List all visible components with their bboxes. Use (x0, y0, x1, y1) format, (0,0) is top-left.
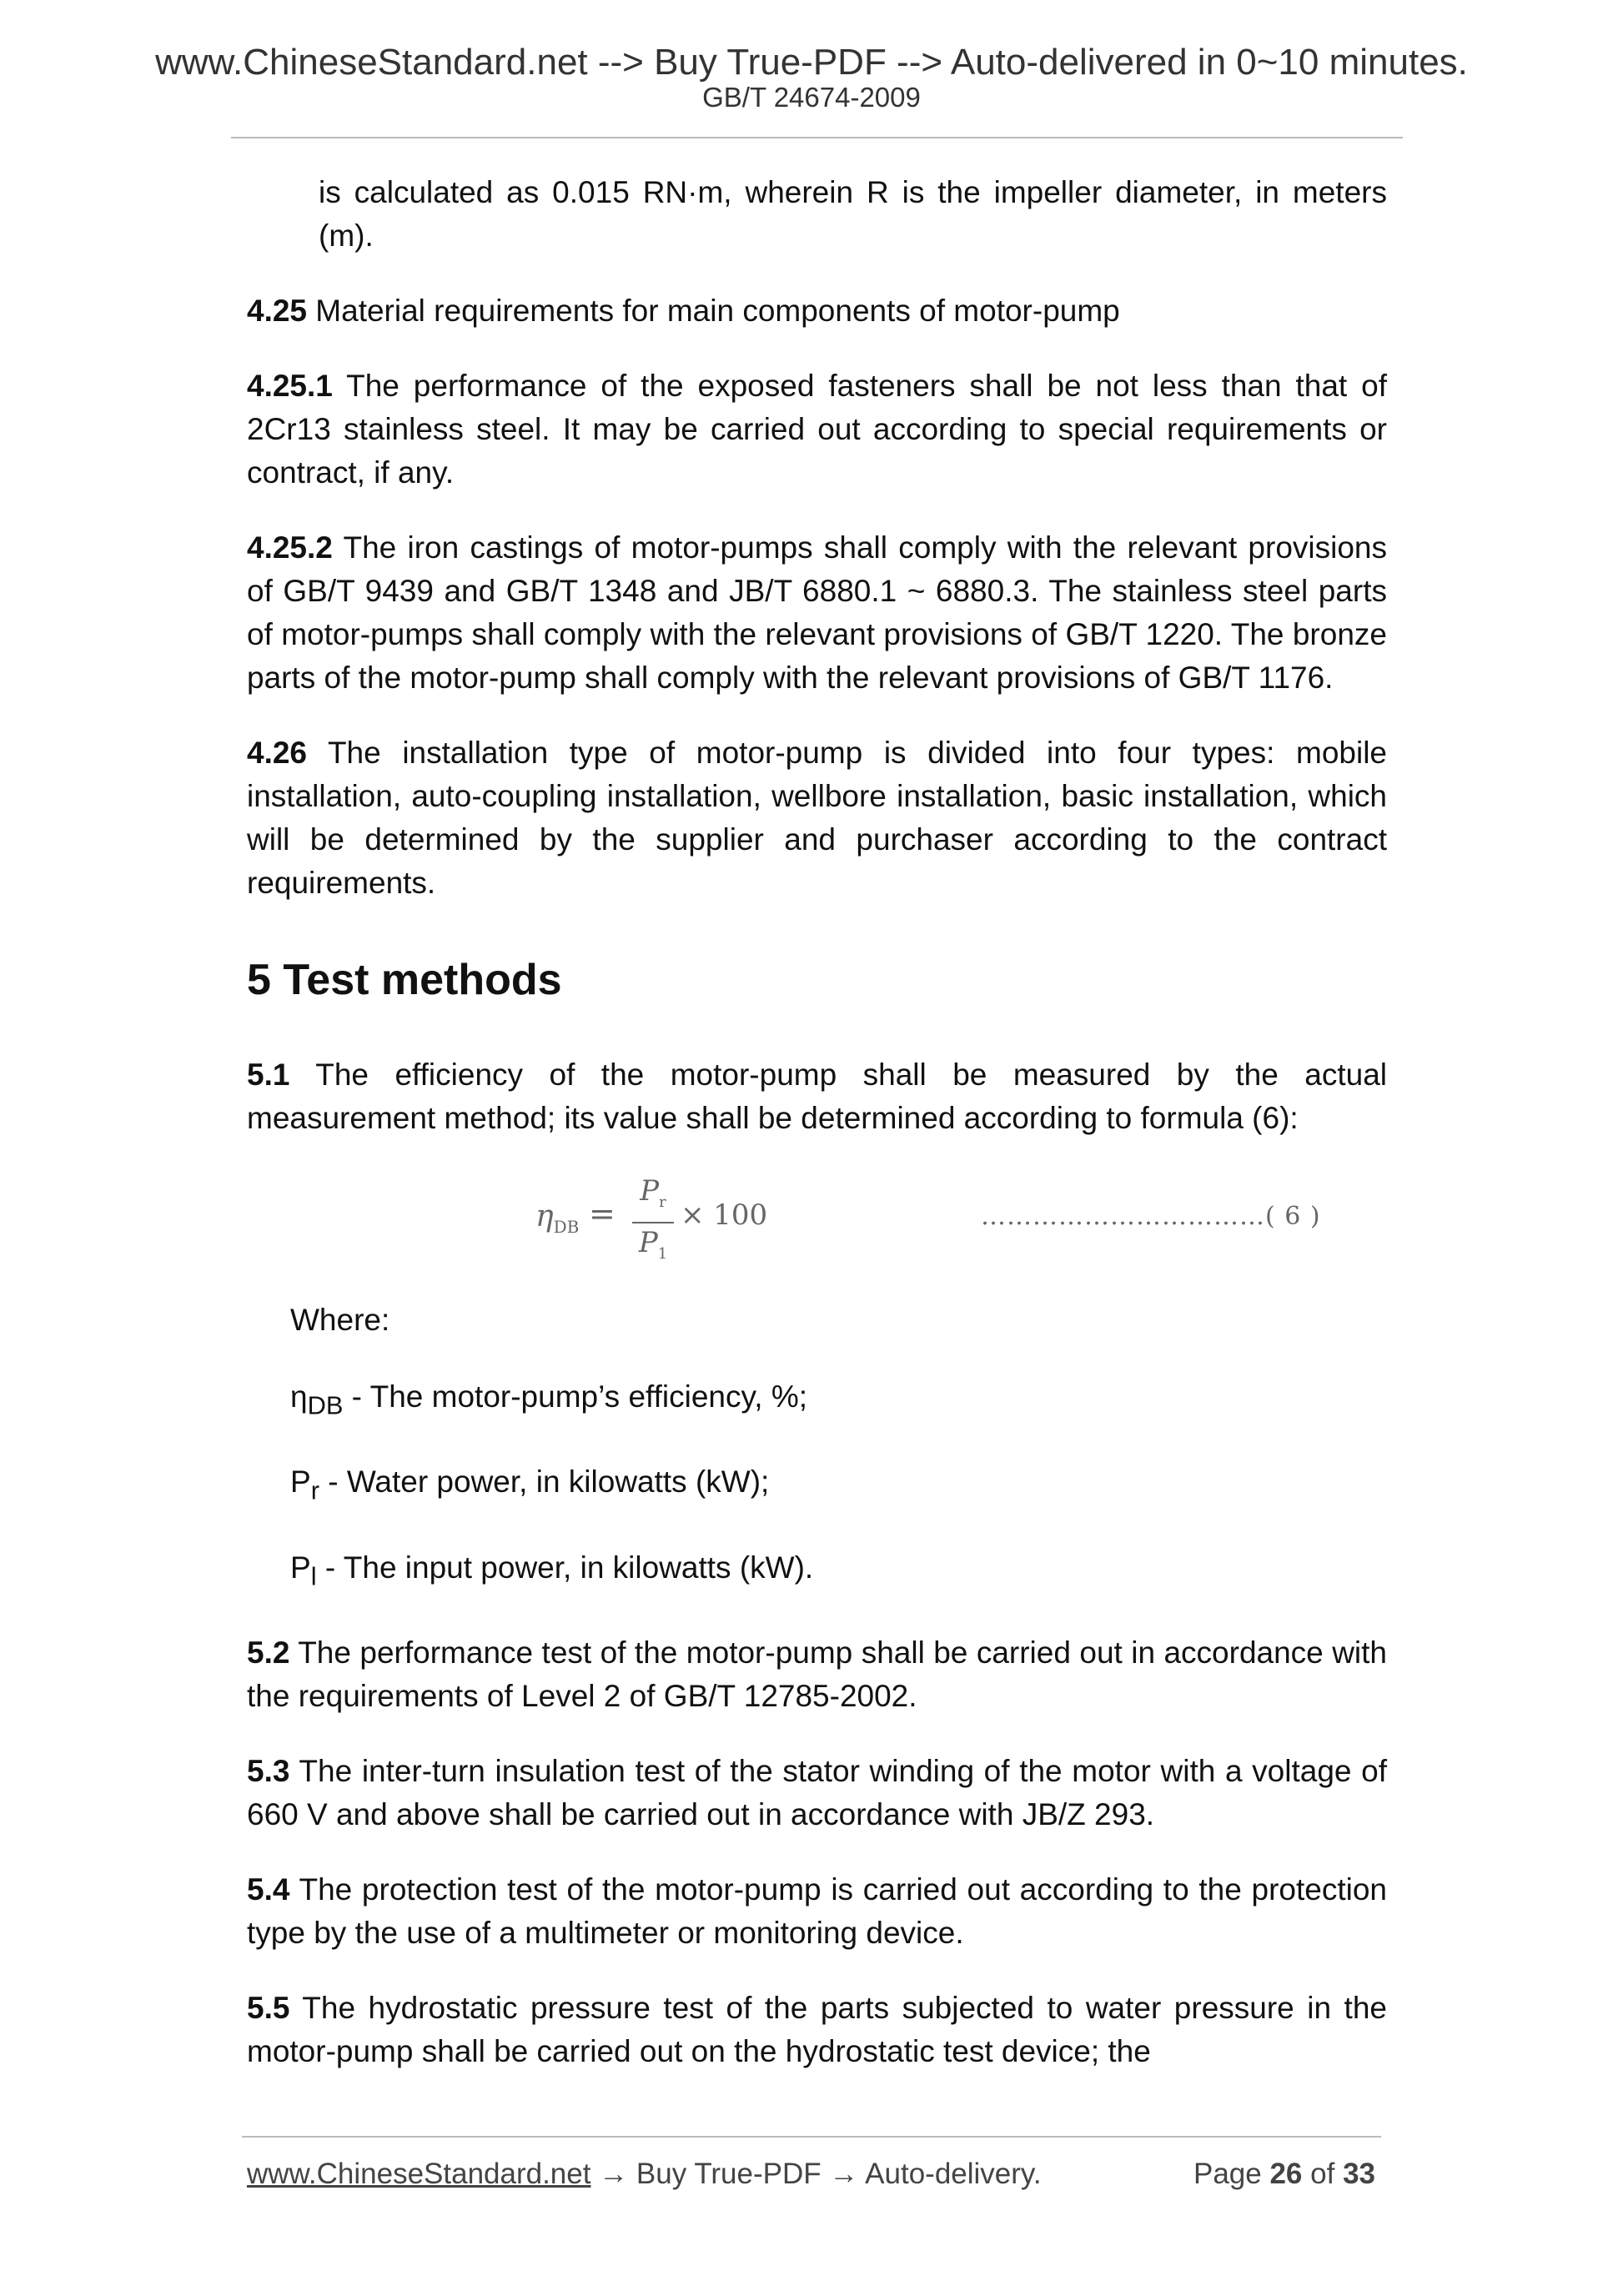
formula-lhs: $\eta_{DB}$ (535, 1199, 580, 1238)
footer-promo-text: → Buy True-PDF → Auto-delivery. (590, 2158, 1042, 2190)
clause-number: 5.3 (247, 1754, 290, 1789)
header-divider (231, 137, 1403, 138)
footer-divider (242, 2136, 1381, 2138)
formula-equals: = (589, 1195, 616, 1232)
clause-4-25-2 (247, 526, 1387, 700)
symbol-definitions (247, 1299, 1387, 1598)
clause-text: The iron castings of motor-pumps shall comply with the relevant provisions of GB/T 9439 and GB/T 1348 and JB/T 6880.1 ~ 6880.3. The stainless steel parts of motor-pumps shall comply with the relevant provisions of GB/T 1220. The bronze parts of the motor-pump shall comply with the relevant provisions of GB/T 1176. (247, 530, 1387, 695)
formula-rhs: × 100 (681, 1198, 768, 1232)
current-page: 26 (1269, 2158, 1303, 2190)
formula-fraction (632, 1173, 674, 1272)
formula-denominator: $P_1$ (638, 1225, 668, 1263)
clause-text: The efficiency of the motor-pump shall be measured by the actual measurement method; its value shall be determined according to formula (6): (247, 1058, 1387, 1135)
standard-number: GB/T 24674-2009 (702, 82, 921, 113)
continuation-paragraph: is calculated as 0.015 RN·m, wherein R is the impeller diameter, in meters (m). (319, 175, 1387, 253)
clause-number: 5.4 (247, 1872, 290, 1907)
fraction-bar (632, 1222, 674, 1223)
clause-text: The performance of the exposed fasteners shall be not less than that of 2Cr13 stainless steel. It may be carried out according to special requirements or contract, if any. (247, 369, 1387, 490)
clause-number: 5.5 (247, 1991, 290, 2026)
header-promo-link[interactable]: www.ChineseStandard.net --> Buy True-PDF --> Auto-delivered in 0~10 minutes. (155, 42, 1468, 83)
clause-4-25 (247, 289, 1387, 333)
clause-text: The protection test of the motor-pump is carried out according to the protection type by the use of a multimeter or monitoring device. (247, 1872, 1387, 1951)
clause-text: Material requirements for main components of motor-pump (307, 294, 1120, 328)
clause-number: 4.25 (247, 294, 308, 328)
clause-number: 4.25.1 (247, 369, 333, 403)
clause-5-1 (247, 1053, 1387, 1140)
page-indicator: Page 26 of 33 (1193, 2158, 1375, 2190)
formula-6 (247, 1173, 1387, 1274)
section-heading-5: 5 Test methods (247, 956, 562, 1004)
footer-link[interactable]: www.ChineseStandard.net (247, 2158, 591, 2190)
formula-number: ……………………………( 6 ) (981, 1202, 1321, 1231)
document-body (247, 171, 1387, 2105)
clause-5-2 (247, 1631, 1387, 1718)
clause-4-25-1 (247, 364, 1387, 495)
clause-text: The installation type of motor-pump is divided into four types: mobile installation, auto-coupling installation, wellbore installation, basic installation, which will be determined by the supplier and purchaser according to the contract requirements. (247, 736, 1387, 900)
clause-number: 4.25.2 (247, 530, 333, 565)
page-footer (247, 2158, 1385, 2191)
where-label: Where: (290, 1303, 390, 1337)
clause-number: 5.1 (247, 1058, 290, 1092)
definition-input-power: $P_l$ - The input power, in kilowatts (kW). (290, 1550, 814, 1591)
total-pages: 33 (1343, 2158, 1375, 2190)
definition-efficiency: $\eta_{DB}$ - The motor-pump’s efficiency, %; (290, 1379, 807, 1420)
clause-4-26 (247, 731, 1387, 905)
clause-text: The performance test of the motor-pump shall be carried out in accordance with the requirements of Level 2 of GB/T 12785-2002. (247, 1635, 1387, 1714)
clause-5-3 (247, 1750, 1387, 1836)
clause-text: The inter-turn insulation test of the stator winding of the motor with a voltage of 660 V and above shall be carried out in accordance with JB/Z 293. (247, 1754, 1387, 1832)
clause-number: 5.2 (247, 1635, 290, 1671)
clause-number: 4.26 (247, 736, 308, 770)
definition-water-power: $P_r$ - Water power, in kilowatts (kW); (290, 1465, 770, 1505)
formula-numerator: $P_r$ (640, 1174, 666, 1211)
clause-text: The hydrostatic pressure test of the parts subjected to water pressure in the motor-pump shall be carried out on the hydrostatic test device; the (247, 1991, 1387, 2069)
clause-5-4 (247, 1868, 1387, 1955)
clause-5-5 (247, 1987, 1387, 2073)
